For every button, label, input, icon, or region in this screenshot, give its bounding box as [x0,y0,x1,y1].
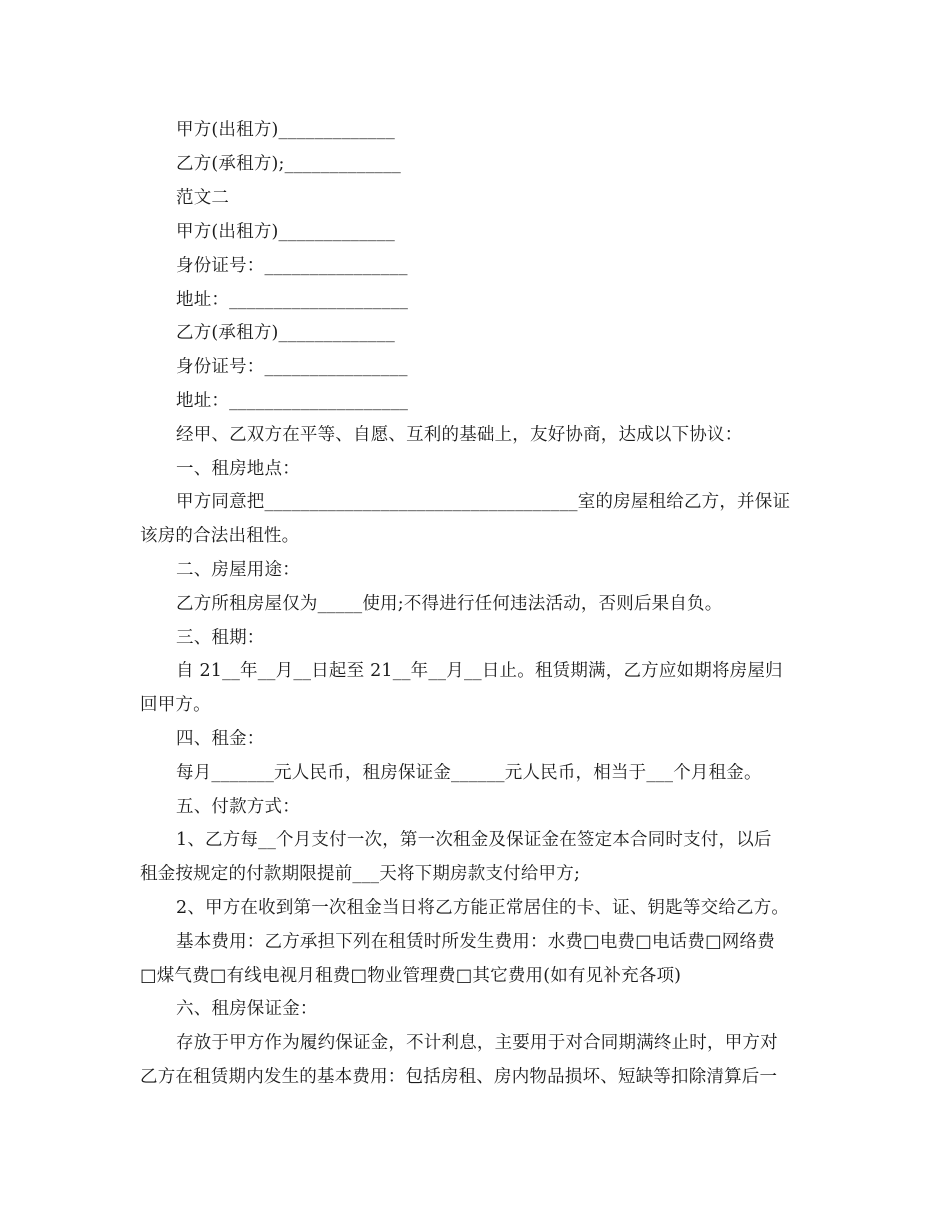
sample-two-heading: 范文二 [176,188,230,208]
paragraph-line: 回甲方。 [140,695,211,715]
party-b-lessee-line: 乙方(承租方);_____________ [176,154,402,174]
paragraph-line: 该房的合法出租性。 [140,526,300,546]
paragraph-line: 基本费用：乙方承担下列在租赁时所发生费用：水费□电费□电话费□网络费 [176,932,775,952]
paragraph-line: 2、甲方在收到第一次租金当日将乙方能正常居住的卡、证、钥匙等交给乙方。 [176,898,790,918]
paragraph-line: 1、乙方每__个月支付一次，第一次租金及保证金在签定本合同时支付，以后 [176,830,772,850]
party-b-address-line: 地址：____________________ [176,391,409,411]
paragraph-line: □煤气费□有线电视月租费□物业管理费□其它费用(如有见补充各项) [140,966,682,986]
party-b-id-line: 身份证号：________________ [176,357,408,377]
section-heading-usage: 二、房屋用途： [176,560,300,580]
paragraph-line: 乙方所租房屋仅为_____使用;不得进行任何违法活动，否则后果自负。 [176,594,723,614]
section-heading-payment: 五、付款方式： [176,797,300,817]
section-heading-location: 一、租房地点： [176,459,300,479]
paragraph-line: 存放于甲方作为履约保证金，不计利息，主要用于对合同期满终止时，甲方对 [176,1033,778,1053]
paragraph-line: 每月_______元人民币，租房保证金______元人民币，相当于___个月租金。 [176,763,762,783]
party-b-lessee-line-2: 乙方(承租方)_____________ [176,323,395,343]
section-heading-term: 三、租期： [176,628,265,648]
paragraph-line: 租金按规定的付款期限提前___天将下期房款支付给甲方; [140,864,581,884]
party-a-lessor-line-2: 甲方(出租方)_____________ [176,222,395,242]
agreement-intro: 经甲、乙双方在平等、自愿、互利的基础上，友好协商，达成以下协议： [176,425,743,445]
paragraph-line: 自 21__年__月__日起至 21__年__月__日止。租赁期满，乙方应如期将房屋归 [176,661,783,681]
section-heading-rent: 四、租金： [176,729,265,749]
party-a-address-line: 地址：____________________ [176,290,409,310]
section-heading-deposit: 六、租房保证金： [176,999,318,1019]
party-a-id-line: 身份证号：________________ [176,256,408,276]
paragraph-line: 甲方同意把___________________________________室的房屋租给乙方，并保证 [176,492,791,512]
party-a-lessor-line: 甲方(出租方)_____________ [176,120,395,140]
paragraph-line: 乙方在租赁期内发生的基本费用：包括房租、房内物品损坏、短缺等扣除清算后一 [140,1067,778,1087]
